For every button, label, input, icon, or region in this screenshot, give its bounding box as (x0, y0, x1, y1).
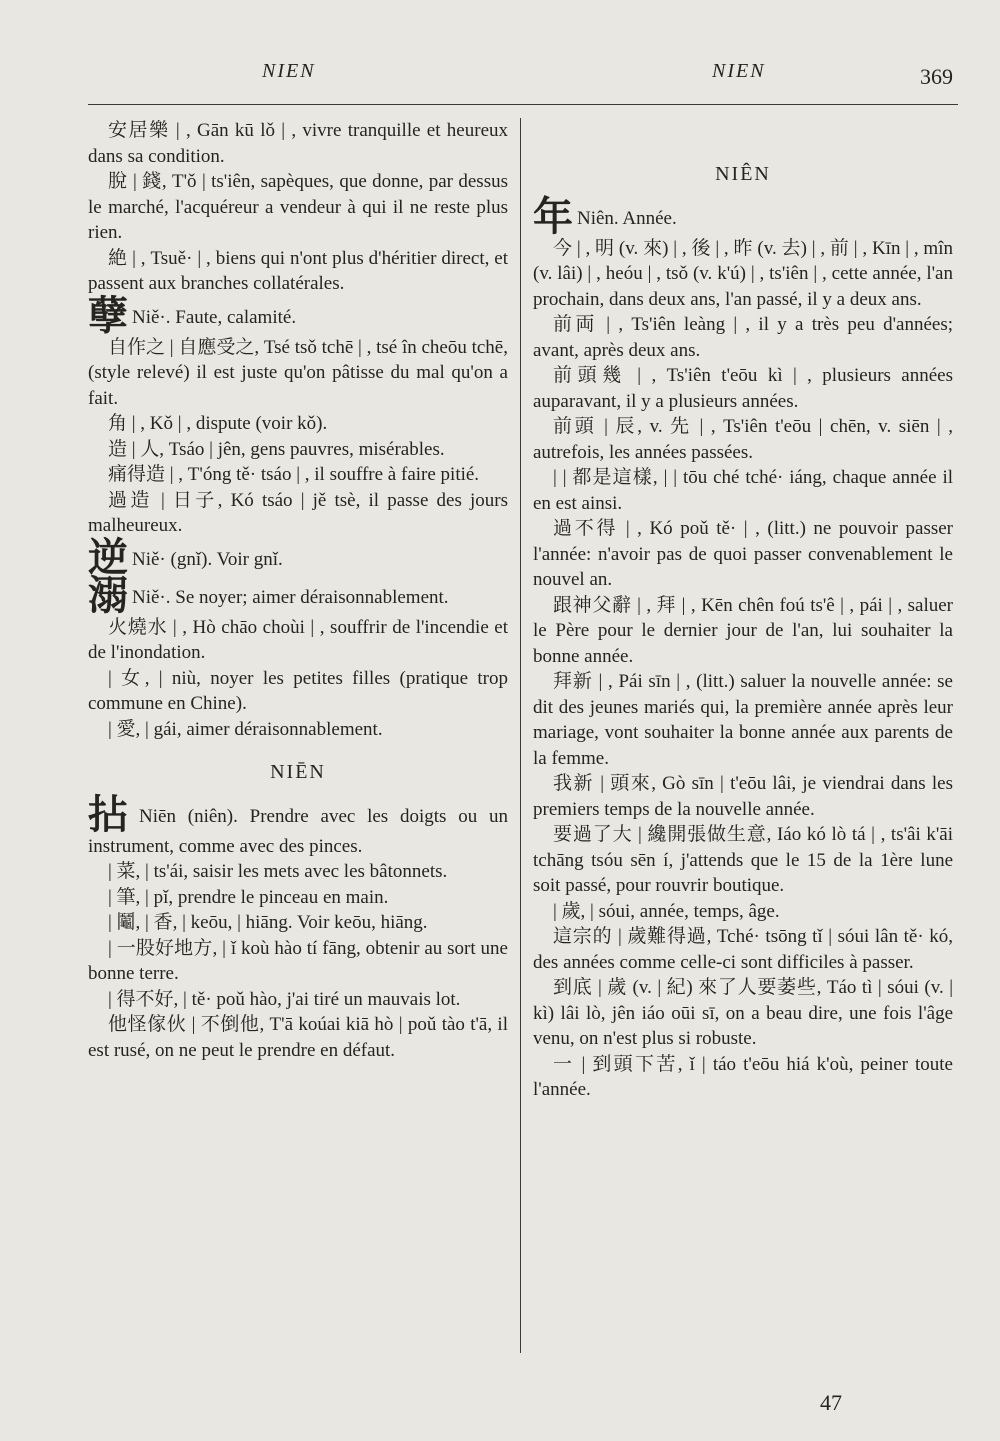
headword-entry (533, 193, 953, 239)
entry: 過造 | 日子, Kó tsáo | jě tsè, il passe des jours malheureux. (88, 489, 508, 536)
headword-definition: Niě· (gnǐ). Voir gnǐ. (132, 548, 283, 570)
headword-definition: Niě·. Faute, calamité. (132, 306, 297, 328)
entry: 痛得造 | , T'óng tě· tsáo | , il souffre à faire pitié. (108, 464, 480, 485)
header-rule (88, 104, 958, 105)
headword-definition: Niě·. Se noyer; aimer déraisonnablement. (132, 586, 449, 608)
entry: 要過了大 | 纔開張做生意, Iáo kó lò tá | , ts'âi k'āi tchāng tsóu sēn í, j'attends que le 15 de la 1ère lune soit passé, pour rouvrir boutique. (533, 824, 953, 896)
entry: | 得不好, | tě· poǔ hào, j'ai tiré un mauvais lot. (108, 988, 461, 1010)
entry: 前頭幾 | , Ts'iên t'eōu kì | , plusieurs années auparavant, il y a plusieurs années. (533, 365, 953, 412)
section-heading: NIĒN (270, 761, 326, 783)
headword: 溺 (88, 572, 128, 618)
entry: 角 | , Kǒ | , dispute (voir kǒ). (108, 413, 328, 434)
running-head-left: NIEN (262, 60, 316, 82)
headword: 逆 (88, 534, 128, 580)
entry: | 鬮, | 香, | keōu, | hiāng. Voir keōu, hiāng. (108, 912, 428, 933)
entry: 安居樂 | , Gān kū lǒ | , vivre tranquille et heureux dans sa condition. (88, 120, 508, 167)
section-heading: NIÊN (715, 163, 771, 185)
entry: 這宗的 | 歲難得過, Tché· tsōng tǐ | sóui lân tě· kó, des années comme celle-ci sont difficiles à passer. (533, 926, 953, 973)
entry: 造 | 人, Tsáo | jên, gens pauvres, misérables. (108, 438, 445, 460)
entry: 自作之 | 自應受之, Tsé tsǒ tchē | , tsé în cheōu tchē, (style relevé) il est juste qu'on pâtisse du mal qu'on a fait. (88, 336, 508, 409)
entry: 前両 | , Ts'iên leàng | , il y a très peu d'années; avant, après deux ans. (533, 314, 953, 361)
entry: 今 | , 明 (v. 來) | , 後 | , 昨 (v. 去) | , 前 | , Kīn | , mîn (v. lâi) | , heóu | , tsǒ (v. k'ú) | , ts'iên | , cette année, l'an prochain, dans deux ans, l'an passé, il y a deux ans. (533, 237, 953, 310)
entry: | 菜, | ts'ái, saisir les mets avec les bâtonnets. (108, 861, 448, 882)
entry: 跟神父辭 | , 拜 | , Kēn chên foú ts'ê | , pái | , saluer le Père pour le dernier jour de l'an, lui souhaiter la bonne année. (533, 594, 953, 667)
entry: | 女, | niù, noyer les petites filles (pratique trop commune en Chine). (88, 667, 508, 714)
entry: 他怪傢伙 | 不倒他, T'ā koúai kiā hò | poǔ tào t'ā, il est rusé, on ne peut le prendre en défaut. (88, 1014, 508, 1061)
page-number: 369 (920, 64, 953, 89)
entry: 一 | 到頭下苦, ǐ | táo t'eōu hiá k'où, peiner toute l'année. (533, 1053, 953, 1100)
entry: | 愛, | gái, aimer déraisonnablement. (108, 718, 383, 740)
headword-entry (88, 292, 508, 338)
headword: 孽 (88, 292, 128, 338)
entry: | 歲, | sóui, année, temps, âge. (553, 900, 780, 922)
entry: 脫 | 錢, T'ǒ | ts'iên, sapèques, que donne, par dessus le marché, l'acquéreur a vendeur à qui il ne reste plus rien. (88, 171, 508, 243)
left-column (88, 118, 508, 1063)
entry: 我新 | 頭來, Gò sīn | t'eōu lâi, je viendrai dans les premiers temps de la nouvelle année. (533, 773, 953, 820)
headword-definition: Niên. Année. (577, 207, 677, 229)
entry: | | 都是這樣, | | tōu ché tché· iáng, chaque année il en est ainsi. (533, 467, 953, 514)
entry: 火燒水 | , Hò chāo choùi | , souffrir de l'incendie et de l'inondation. (88, 616, 508, 663)
entry: | 筆, | pǐ, prendre le pinceau en main. (108, 886, 389, 908)
headword-entry (88, 572, 508, 618)
entry: 拜新 | , Pái sīn | , (litt.) saluer la nouvelle année: se dit des jeunes mariés qui, la première année après leur mariage, vont souhaiter la bonne année aux parents de la femme. (533, 671, 953, 769)
headword: 年 (533, 193, 573, 239)
entry: 到底 | 歲 (v. | 紀) 來了人要萎些, Táo tì | sóui (v. | kì) lâi lò, jên iáo oūi sī, on a beau dire, une fois l'âge venu, on n'est plus si robuste. (533, 977, 953, 1049)
entry: 前頭 | 辰, v. 先 | , Ts'iên t'eōu | chēn, v. siēn | , autrefois, les années passées. (533, 416, 953, 463)
right-column (533, 118, 953, 1103)
entry: 絶 | , Tsuě· | , biens qui n'ont plus d'héritier direct, et passent aux branches collatérales. (88, 247, 508, 294)
headword-entry (88, 791, 508, 860)
signature-mark: 47 (820, 1390, 842, 1415)
entry: | 一股好地方, | ǐ koù hào tí fāng, obtenir au sort une bonne terre. (88, 937, 508, 984)
headword: 拈 (88, 791, 136, 837)
headword-entry (88, 534, 508, 580)
headword-definition: Niēn (niên). Prendre avec les doigts ou un instrument, comme avec des pinces. (88, 805, 508, 857)
column-divider (520, 118, 521, 1353)
entry: 過不得 | , Kó poǔ tě· | , (litt.) ne pouvoir passer l'année: n'avoir pas de quoi passer convenablement le nouvel an. (533, 518, 953, 590)
running-head-right: NIEN (712, 60, 766, 82)
